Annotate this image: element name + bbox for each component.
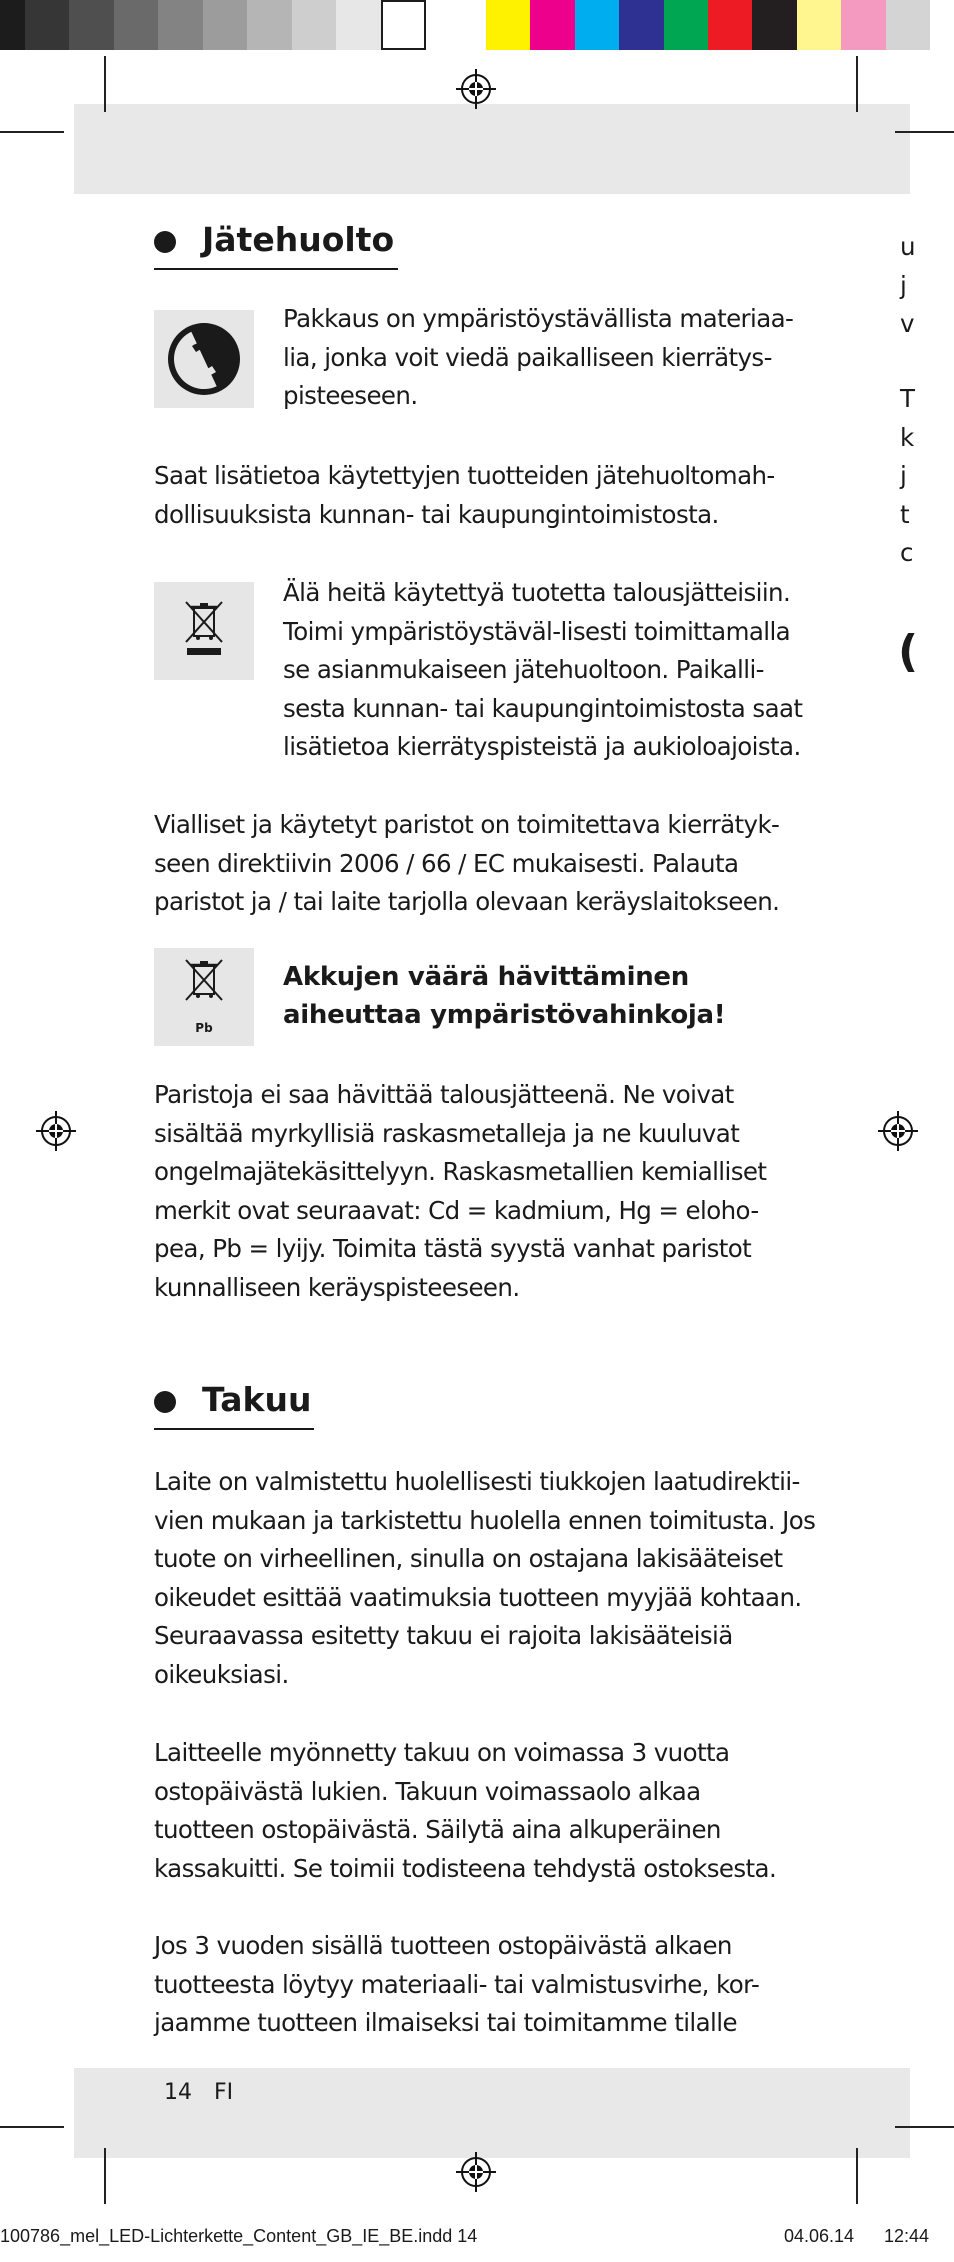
bullet-icon [154, 1391, 176, 1413]
crop-mark [895, 131, 954, 133]
crop-mark [104, 2148, 106, 2204]
battery-text: Vialliset ja käytetyt paristot on toimitettava kierrätyk- seen direktiivin 2006 / 66 / EC mukaisesti. Palauta paristot ja / tai laite tarjolla olevaan keräyslaitokseen. [154, 810, 780, 917]
heading-underline [154, 268, 398, 270]
gray-swatch [247, 0, 292, 50]
gray-swatch [381, 0, 426, 50]
language-code: FI [214, 2080, 234, 2105]
heavy-metal-text: Paristoja ei saa hävittää talousjätteenä. Ne voivat sisältää myrkyllisiä raskasmetalleja ja ne kuuluvat ongelmajätekäsittelyyn. Raskasmetallien kemialliset merkit ovat seuraavat: Cd = kadmium, Hg = eloho- pea, Pb = lyijy. Toimita tästä syystä vanhat paristot kunnalliseen keräyspisteeseen. [154, 1080, 767, 1302]
crop-mark [895, 2126, 954, 2128]
gray-swatch [158, 0, 203, 50]
next-page-edge-middle: T k j t c [900, 384, 915, 568]
pb-label: Pb [195, 1021, 213, 1035]
green-dot-icon [154, 310, 254, 408]
header-band [74, 104, 910, 194]
registration-mark-icon [454, 2150, 498, 2194]
process-swatch [486, 0, 531, 50]
warranty-paragraph-1: Laite on valmistettu huolellisesti tiukkojen laatudirektii- vien mukaan ja tarkistettu huolella ennen toimitusta. Jos tuote on virheellinen, sinulla on ostajana lakisääteiset oikeudet esittää vaatimuksia tuotteen myyjää kohtaan. Seuraavassa esitetty takuu ei rajoita lakisääteisiä oikeuksiasi. [154, 1467, 816, 1689]
process-swatch [575, 0, 620, 50]
gray-swatch [25, 0, 70, 50]
section-title: Jätehuolto [202, 220, 395, 259]
crop-mark [856, 2148, 858, 2204]
crop-mark [0, 2126, 64, 2128]
gray-swatch [336, 0, 381, 50]
next-page-edge-glyph: ( [898, 626, 919, 677]
gray-swatch [292, 0, 337, 50]
warranty-paragraph-3: Jos 3 vuoden sisällä tuotteen ostopäivästä alkaen tuotteesta löytyy materiaali- tai valmistusvirhe, kor- jaamme tuotteen ilmaiseksi tai toimitamme tilalle [154, 1931, 760, 2038]
gray-swatch [114, 0, 159, 50]
warranty-paragraph-2: Laitteelle myönnetty takuu on voimassa 3 vuotta ostopäivästä lukien. Takuun voimassaolo alkaa tuotteen ostopäivästä. Säilytä aina alkuperäinen kassakuitti. Se toimii todisteena tehdystä ostoksesta. [154, 1738, 777, 1883]
process-swatch [752, 0, 797, 50]
battery-warning-text: Akkujen väärä hävittäminen aiheuttaa ympäristövahinkoja! [283, 962, 726, 1030]
recycle-text: Pakkaus on ympäristöystävällista materiaa- lia, jonka voit viedä paikalliseen kierrätys- pisteeseen. [283, 304, 794, 411]
process-swatch [797, 0, 842, 50]
heading-underline [154, 1428, 314, 1430]
gray-swatch [69, 0, 114, 50]
color-bar [0, 0, 954, 52]
disposal-info-text: Saat lisätietoa käytettyjen tuotteiden jätehuoltomah- dollisuuksista kunnan- tai kaupungintoimistosta. [154, 461, 775, 529]
footer-band [74, 2068, 910, 2158]
process-swatch [619, 0, 664, 50]
crop-mark [856, 56, 858, 112]
next-page-edge-top: u j v [900, 232, 916, 339]
slug-filename: 100786_mel_LED-Lichterkette_Content_GB_IE_BE.indd 14 [0, 2226, 478, 2246]
section-title: Takuu [202, 1380, 312, 1419]
page-number: 14 [164, 2080, 192, 2105]
registration-mark-icon [876, 1109, 920, 1153]
bullet-icon [154, 231, 176, 253]
process-swatch [841, 0, 886, 50]
crop-mark [104, 56, 106, 112]
crossed-out-bin-icon [154, 582, 254, 680]
process-swatch [708, 0, 753, 50]
gray-swatch [203, 0, 248, 50]
slug-time: 12:44 [884, 2226, 930, 2246]
gray-swatch [0, 0, 25, 50]
slug-date: 04.06.14 [784, 2226, 855, 2246]
registration-mark-icon [454, 67, 498, 111]
battery-bin-icon [154, 948, 254, 1046]
crop-mark [0, 131, 64, 133]
process-swatch [886, 0, 931, 50]
weee-text: Älä heitä käytettyä tuotetta talousjätteisiin. Toimi ympäristöystäväl-lisesti toimittamalla se asianmukaiseen jätehuoltoon. Paikalli- sesta kunnan- tai kaupungintoimistosta saat lisätietoa kierrätyspisteistä ja aukioloajoista. [283, 578, 803, 762]
process-swatch [664, 0, 709, 50]
process-swatch [530, 0, 575, 50]
registration-mark-icon [34, 1109, 78, 1153]
